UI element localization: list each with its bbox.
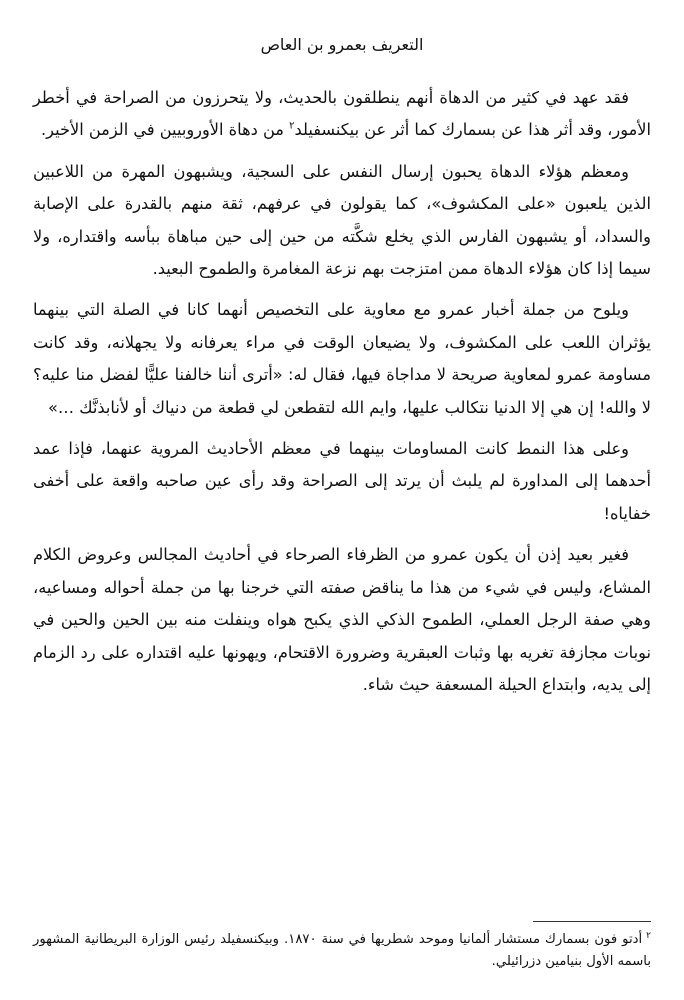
running-header [0,34,684,56]
footnote-text: أدتو فون بسمارك مستشار ألمانيا وموحد شطريها في سنة ١٨٧٠. وبيكنسفيلد رئيس الوزارة البريطانية المشهور باسمه الأول بنيامين دزرائيلي. [33,932,651,969]
paragraph-1-text-b: من دهاة الأوروبيين في الزمن الأخير. [41,120,290,140]
page-header-title: التعريف بعمرو بن العاص [260,35,424,54]
footnote-mark: ٢ [646,930,651,941]
footnote [33,929,651,973]
paragraph-1-text-a: فقد عهد في كثير من الدهاة أنهم ينطلقون بالحديث، ولا يتحرزون من الصراحة في أخطر الأمور، وقد أثر هذا عن بسمارك كما أثر عن بيكنسفيلد [33,88,651,140]
footnote-divider [533,921,651,922]
main-text [33,82,651,710]
paragraph-2: ومعظم هؤلاء الدهاة يحبون إرسال النفس على السجية، ويشبهون المهرة من اللاعبين الذين يلعبون «على المكشوف»، كما يقولون في عرفهم، ثقة منهم بالقدرة على الإصابة والسداد، أو يشبهون الفارس الذي يخلع شكَّته من حين إلى حين مباهاة ببأسه واقتداره، ولا سيما إذا كان هؤلاء الدهاة ممن امتزجت بهم نزعة المغامرة والطموح البعيد. [33,161,651,279]
paragraph-3: ويلوح من جملة أخبار عمرو مع معاوية على التخصيص أنهما كانا في الصلة التي بينهما يؤثران اللعب على المكشوف، ولا يضيعان الوقت في مراء يعرفانه ولا يجهلانه، وقد كانت مساومة عمرو لمعاوية صريحة لا مداجاة فيها، فقال له: «أترى أننا خالفنا عليًّا لفضل منا عليه؟ لا والله! إن هي إلا الدنيا نتكالب عليها، وايم الله لتقطعن لي قطعة من دنياك أو لأنابذنَّك …» [33,300,651,417]
paragraph-5: فغير بعيد إذن أن يكون عمرو من الظرفاء الصرحاء في أحاديث المجالس وعروض الكلام المشاع، وليس في شيء من هذا ما يناقض صفته التي خرجنا بها من جملة أحواله ومساعيه، وهي صفة الرجل العملي، الطموح الذكي الذي يكبح هواه وينفلت منه بين الحين والحين في نوبات مجازفة تغريه بها وثبات العبقرية وضرورة الاقتحام، ويهونها عليه اقتداره على رد الزمام إلى يديه، وابتداع الحيلة المسعفة حيث شاء. [33,545,651,694]
paragraph-4: وعلى هذا النمط كانت المساومات بينهما في معظم الأحاديث المروية عنهما، فإذا عمد أحدهما إلى المداورة لم يلبث أن يرتد إلى الصراحة وقد رأى عين صاحبه واقعة على أخفى خفاياه! [33,439,651,523]
footnote-reference: ٢ [289,121,295,133]
paragraph-1 [33,82,651,147]
